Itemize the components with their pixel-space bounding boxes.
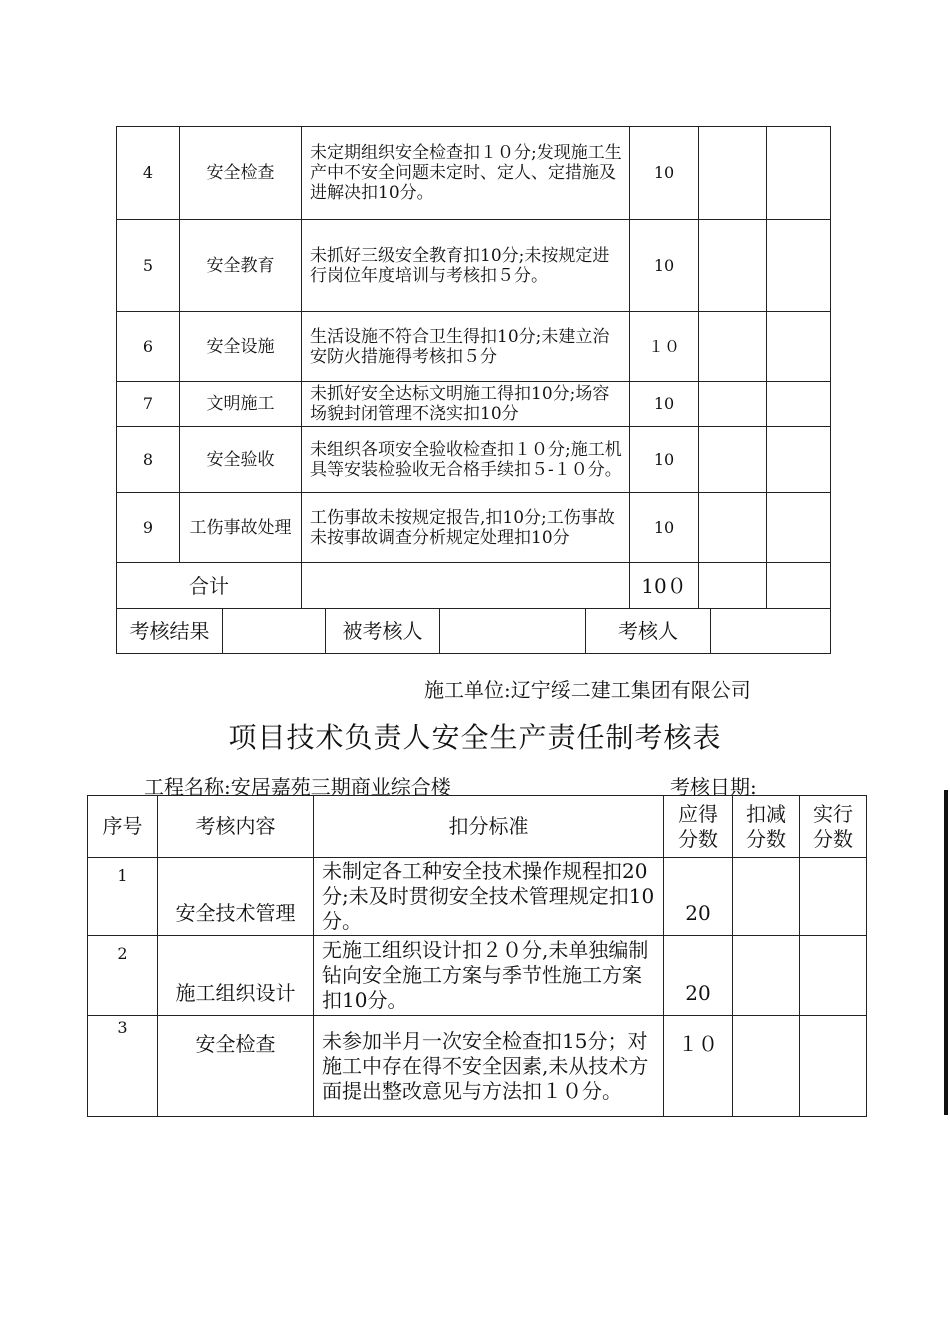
deduction-criteria: 未抓好安全达标文明施工得扣10分;场容场貌封闭管理不浇实扣10分 <box>302 382 630 427</box>
deduction-criteria: 未定期组织安全检查扣１０分;发现施工生产中不安全问题未定时、定人、定措施及进解决扣10分。 <box>302 127 630 220</box>
total-label: 合计 <box>117 563 302 609</box>
result-value-cell <box>223 609 326 654</box>
row-number: 2 <box>88 936 158 1016</box>
technical-lead-assessment-table <box>87 795 867 1117</box>
actual-score-cell <box>767 312 831 382</box>
assessment-item: 安全教育 <box>180 220 302 312</box>
deduction-criteria: 未组织各项安全验收检查扣１０分;施工机具等安装检验收无合格手续扣５-１０分。 <box>302 427 630 493</box>
header-due-score: 应得分数 <box>664 796 733 858</box>
total-criteria-cell <box>302 563 630 609</box>
deducted-score-cell <box>699 493 767 563</box>
actual-score-cell <box>767 220 831 312</box>
assessment-item: 安全检查 <box>180 127 302 220</box>
total-actual-cell <box>767 563 831 609</box>
table-row <box>88 936 867 1016</box>
table-row <box>117 382 831 427</box>
due-score: 10 <box>630 220 699 312</box>
deducted-score-cell <box>733 1016 800 1117</box>
deduction-criteria: 生活设施不符合卫生得扣10分;未建立治安防火措施得考核扣５分 <box>302 312 630 382</box>
deduction-criteria: 未制定各工种安全技术操作规程扣20分;未及时贯彻安全技术管理规定扣10分。 <box>314 858 664 936</box>
row-number: 4 <box>117 127 180 220</box>
due-score: 10 <box>630 427 699 493</box>
deduction-criteria: 工伤事故未按规定报告,扣10分;工伤事故未按事故调查分析规定处理扣10分 <box>302 493 630 563</box>
assessee-label: 被考核人 <box>326 609 440 654</box>
assessment-table-continued <box>116 126 831 609</box>
table-row <box>117 427 831 493</box>
due-score: 10 <box>630 127 699 220</box>
signature-row <box>117 609 831 654</box>
deducted-score-cell <box>699 127 767 220</box>
header-actual-score: 实行分数 <box>800 796 867 858</box>
assessment-item: 施工组织设计 <box>158 936 314 1016</box>
table-row <box>88 858 867 936</box>
table-row <box>117 220 831 312</box>
row-number: 9 <box>117 493 180 563</box>
total-score: 10０ <box>630 563 699 609</box>
assessment-date-label: 考核日期: <box>670 775 757 799</box>
assessment-item: 安全检查 <box>158 1016 314 1117</box>
actual-score-cell <box>767 382 831 427</box>
table-header-row <box>88 796 867 858</box>
row-number: 5 <box>117 220 180 312</box>
row-number: 7 <box>117 382 180 427</box>
project-name: 工程名称:安居嘉苑三期商业综合楼 <box>144 775 451 799</box>
due-score: １０ <box>664 1016 733 1117</box>
header-no: 序号 <box>88 796 158 858</box>
actual-score-cell <box>800 858 867 936</box>
assessment-item: 文明施工 <box>180 382 302 427</box>
due-score: 20 <box>664 936 733 1016</box>
actual-score-cell <box>800 936 867 1016</box>
table-row <box>117 312 831 382</box>
assessor-value-cell <box>711 609 831 654</box>
due-score: 10 <box>630 382 699 427</box>
deducted-score-cell <box>699 427 767 493</box>
page-edge-line <box>944 790 948 1115</box>
construction-company: 施工单位:辽宁绥二建工集团有限公司 <box>424 678 751 702</box>
deducted-score-cell <box>699 312 767 382</box>
table-row <box>88 1016 867 1117</box>
actual-score-cell <box>767 127 831 220</box>
row-number: 1 <box>88 858 158 936</box>
deducted-score-cell <box>699 220 767 312</box>
row-number: 6 <box>117 312 180 382</box>
deducted-score-cell <box>733 858 800 936</box>
result-label: 考核结果 <box>117 609 223 654</box>
table-row <box>117 493 831 563</box>
due-score: 20 <box>664 858 733 936</box>
deduction-criteria: 未参加半月一次安全检查扣15分；对施工中存在得不安全因素,未从技术方面提出整改意见与方法扣１０分。 <box>314 1016 664 1117</box>
assessment-item: 安全设施 <box>180 312 302 382</box>
due-score: １０ <box>630 312 699 382</box>
total-row <box>117 563 831 609</box>
actual-score-cell <box>767 493 831 563</box>
assessment-item: 安全技术管理 <box>158 858 314 936</box>
due-score: 10 <box>630 493 699 563</box>
deducted-score-cell <box>733 936 800 1016</box>
deduction-criteria: 无施工组织设计扣２０分,未单独编制钻向安全施工方案与季节性施工方案扣10分。 <box>314 936 664 1016</box>
signature-row-table <box>116 608 831 654</box>
header-criteria: 扣分标准 <box>314 796 664 858</box>
row-number: 8 <box>117 427 180 493</box>
assessor-label: 考核人 <box>586 609 711 654</box>
actual-score-cell <box>767 427 831 493</box>
page-title: 项目技术负责人安全生产责任制考核表 <box>228 721 722 754</box>
assessment-item: 安全验收 <box>180 427 302 493</box>
row-number: 3 <box>88 1016 158 1117</box>
header-deducted-score: 扣减分数 <box>733 796 800 858</box>
actual-score-cell <box>800 1016 867 1117</box>
deducted-score-cell <box>699 382 767 427</box>
table-row <box>117 127 831 220</box>
header-content: 考核内容 <box>158 796 314 858</box>
assessee-value-cell <box>440 609 586 654</box>
assessment-item: 工伤事故处理 <box>180 493 302 563</box>
total-deducted-cell <box>699 563 767 609</box>
deduction-criteria: 未抓好三级安全教育扣10分;未按规定进行岗位年度培训与考核扣５分。 <box>302 220 630 312</box>
